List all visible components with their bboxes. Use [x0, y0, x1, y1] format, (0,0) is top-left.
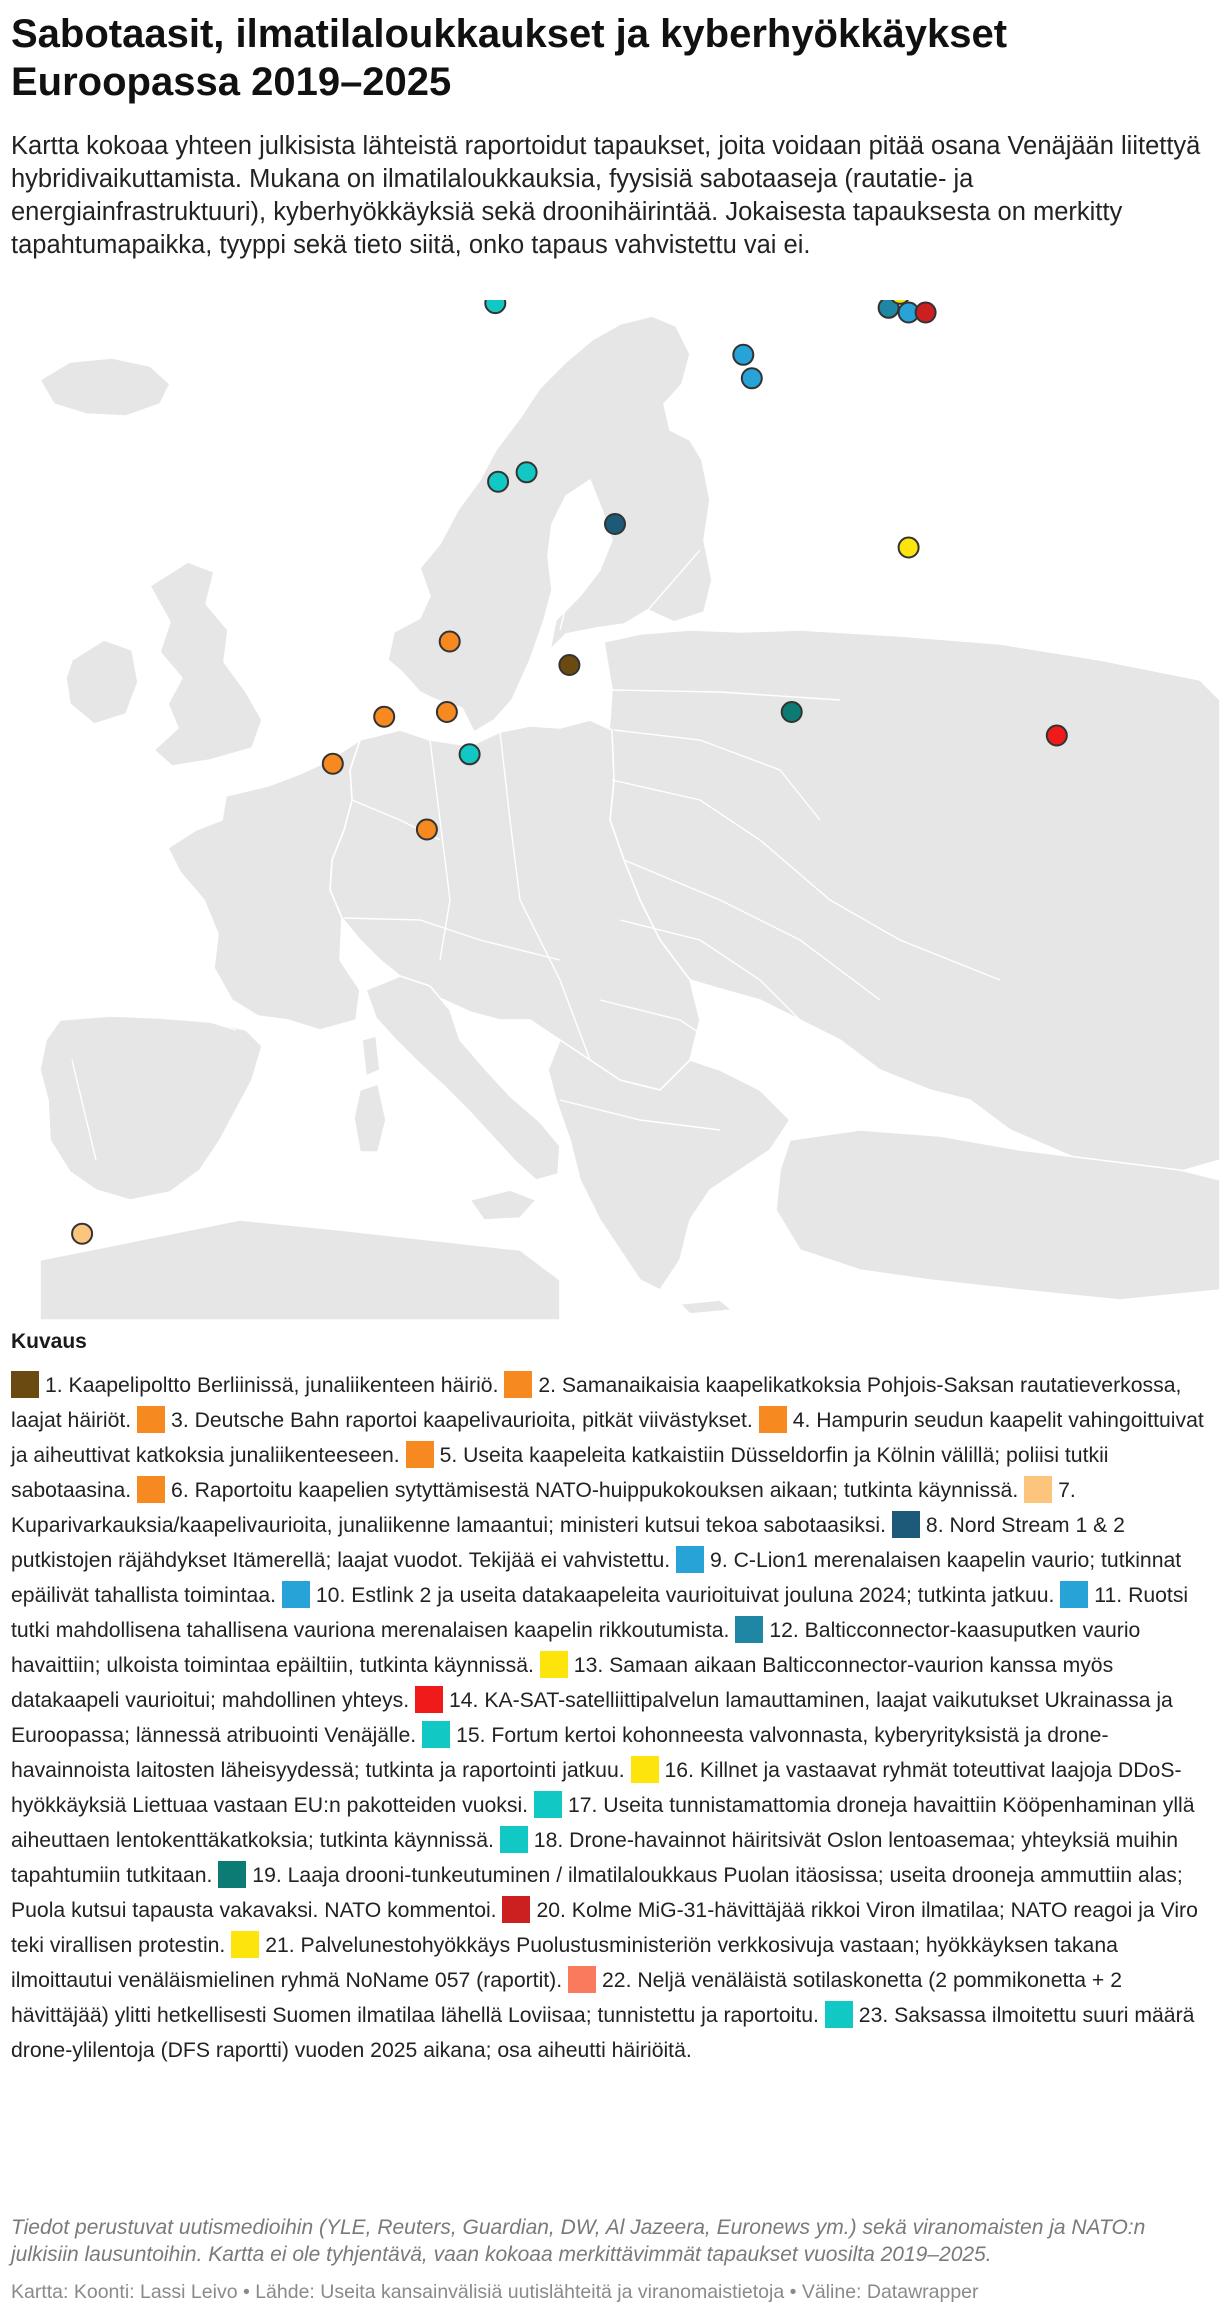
legend-swatch [735, 1616, 763, 1643]
footnote: Tiedot perustuvat uutismedioihin (YLE, Reuters, Guardian, DW, Al Jazeera, Euronews ym.) sekä viranomaisten ja NATO:n julkisiin lausuntoihin. Kartta ei ole tyhjentävä, vaan kokoaa merkittävimmät tapaukset vuosilta 2019–2025. [11, 2216, 1146, 2266]
incident-marker-11[interactable] [742, 368, 762, 388]
legend-label: 6. Raportoitu kaapelien sytyttämisestä NATO-huippukokouksen aikaan; tutkinta käynnissä. [171, 1479, 1019, 1502]
legend-label: 18. Drone-havainnot häiritsivät Oslon lentoasemaa; yhteyksiä muihin tapahtumiin tutkitaan. [11, 1829, 1178, 1887]
legend-label: 1. Kaapelipoltto Berliinissä, junaliikenteen häiriö. [45, 1374, 499, 1397]
legend-swatch [11, 1371, 39, 1398]
legend-label: 5. Useita kaapeleita katkaistiin Düsseldorfin ja Kölnin välillä; poliisi tutkii sabotaasina. [11, 1444, 1109, 1502]
incident-marker-20[interactable] [916, 303, 936, 323]
incident-marker-3[interactable] [417, 820, 437, 840]
legend-swatch [415, 1686, 443, 1713]
legend-swatch [504, 1371, 532, 1398]
incident-marker-7[interactable] [72, 1224, 92, 1244]
incident-marker-4[interactable] [374, 707, 394, 727]
legend-label: 17. Useita tunnistamattomia droneja havaittiin Kööpenhaminan yllä aiheuttaen lentokenttäkatkoksia; tutkinta käynnissä. [11, 1794, 1195, 1852]
legend-swatch [568, 1966, 596, 1993]
legend-label: 22. Neljä venäläistä sotilaskonetta (2 pommikonetta + 2 hävittäjää) ylitti hetkellisesti Suomen ilmatilaa lähellä Loviisaa; tunnistettu ja raportoitu. [11, 1969, 1122, 2027]
land-iceland [40, 358, 170, 416]
legend-label: 8. Nord Stream 1 & 2 putkistojen räjähdykset Itämerellä; laajat vuodot. Tekijää ei vahvistettu. [11, 1514, 1125, 1572]
europe-map[interactable] [0, 300, 1220, 1320]
map-title: Sabotaasit, ilmatilaloukkaukset ja kyberhyökkäykset Euroopassa 2019–2025 [11, 12, 1008, 104]
legend-swatch [406, 1441, 434, 1468]
legend-swatch [218, 1861, 246, 1888]
legend-swatch [1060, 1581, 1088, 1608]
incident-marker-18[interactable] [485, 300, 505, 313]
legend-swatch [282, 1581, 310, 1608]
legend-swatch [534, 1791, 562, 1818]
legend-label: 19. Laaja drooni-tunkeutuminen / ilmatilaloukkaus Puolan itäosissa; useita drooneja ammuttiin alas; Puola kutsui tapausta vakavaksi. NATO kommentoi. [11, 1864, 1183, 1922]
credit-line: Kartta: Koonti: Lassi Leivo • Lähde: Useita kansainvälisiä uutislähteitä ja viranomaistietoja • Väline: Datawrapper [11, 2281, 979, 2303]
land-sardinia [354, 1084, 386, 1152]
legend-label: 20. Kolme MiG-31-hävittäjää rikkoi Viron ilmatilaa; NATO reagoi ja Viro teki virallisen protestin. [11, 1899, 1198, 1957]
legend-swatch [502, 1896, 530, 1923]
legend-label: 11. Ruotsi tutki mahdollisena tahallisena vauriona merenalaisen kaapelin rikkoutumista. [11, 1584, 1189, 1642]
incident-marker-2[interactable] [440, 632, 460, 652]
legend-label: 3. Deutsche Bahn raportoi kaapelivaurioita, pitkät viivästykset. [171, 1409, 753, 1432]
legend-label: 12. Balticconnector-kaasuputken vaurio havaittiin; ulkoista toimintaa epäiltiin, tutkinta käynnissä. [11, 1619, 1141, 1677]
legend-swatch [422, 1721, 450, 1748]
incident-marker-5[interactable] [323, 754, 343, 774]
legend-swatch [1024, 1476, 1052, 1503]
incident-marker-14[interactable] [1047, 726, 1067, 746]
legend-swatch [759, 1406, 787, 1433]
incident-marker-15[interactable] [517, 462, 537, 482]
incident-marker-8[interactable] [605, 514, 625, 534]
incident-marker-1[interactable] [559, 655, 579, 675]
legend-label: 13. Samaan aikaan Balticconnector-vaurion kanssa myös datakaapeli vaurioitui; mahdollinen yhteys. [11, 1654, 1114, 1712]
legend-label: 7. Kuparivarkauksia/kaapelivaurioita, junaliikenne lamaantui; ministeri kutsui tekoa sabotaasiksi. [11, 1479, 1076, 1537]
legend-item [137, 1409, 753, 1432]
legend-label: 4. Hampurin seudun kaapelit vahingoittuivat ja aiheuttivat katkoksia junaliikenteeseen. [11, 1409, 1204, 1467]
incident-marker-17[interactable] [488, 472, 508, 492]
legend-label: 16. Killnet ja vastaavat ryhmät toteuttivat laajoja DDoS-hyökkäyksiä Liettuaa vastaan EU:n pakotteiden vuoksi. [11, 1759, 1182, 1817]
legend-swatch [631, 1756, 659, 1783]
map-description: Kartta kokoaa yhteen julkisista lähteistä raportoidut tapaukset, joita voidaan pitää osana Venäjään liitettyä hybridivaikuttamista. Mukana on ilmatilaloukkauksia, fyysisiä sabotaaseja (rautatie- ja energiainfrastruktuuri), kyberhyökkäyksiä sekä droonihäirintää. Jokaisesta tapauksesta on merkitty tapahtumapaikka, tyyppi sekä tieto siitä, onko tapaus vahvistettu vai ei. [11, 132, 1201, 259]
legend-item [137, 1479, 1018, 1502]
incident-marker-16[interactable] [899, 538, 919, 558]
legend-swatch [676, 1546, 704, 1573]
incident-marker-23[interactable] [460, 744, 480, 764]
legend-swatch [137, 1406, 165, 1433]
incident-marker-9[interactable] [733, 345, 753, 365]
legend-swatch [825, 2001, 853, 2028]
land-sicily [470, 1190, 536, 1220]
legend-label: 10. Estlink 2 ja useita datakaapeleita vaurioituivat jouluna 2024; tutkinta jatkuu. [315, 1584, 1055, 1607]
legend [11, 1368, 1211, 2068]
incident-marker-6[interactable] [437, 702, 457, 722]
legend-item [282, 1584, 1055, 1607]
land-corsica [362, 1036, 380, 1076]
legend-swatch [231, 1931, 259, 1958]
legend-label: 14. KA-SAT-satelliittipalvelun lamauttaminen, laajat vaikutukset Ukrainassa ja Euroopassa; lännessä atribuointi Venäjälle. [11, 1689, 1173, 1747]
land-north-africa [40, 1220, 560, 1320]
land-iberia [40, 1016, 262, 1200]
legend-label: 9. C-Lion1 merenalaisen kaapelin vaurio; tutkinnat epäilivät tahallista toimintaa. [11, 1549, 1182, 1607]
legend-swatch [540, 1651, 568, 1678]
legend-swatch [137, 1476, 165, 1503]
legend-label: 2. Samanaikaisia kaapelikatkoksia Pohjois-Saksan rautatieverkossa, laajat häiriöt. [11, 1374, 1182, 1432]
incident-marker-19[interactable] [782, 702, 802, 722]
legend-swatch [500, 1826, 528, 1853]
land-layer [40, 316, 1220, 1320]
legend-label: 15. Fortum kertoi kohonneesta valvonnasta, kyberyrityksistä ja drone-havainnoista laitosten läheisyydessä; tutkinta ja raportointi jatkuu. [11, 1724, 1109, 1782]
legend-title: Kuvaus [11, 1330, 87, 1353]
legend-label: 21. Palvelunestohyökkäys Puolustusministeriön verkkosivuja vastaan; hyökkäyksen takana ilmoittautui venäläismielinen ryhmä NoName 057 (raportit). [11, 1934, 1118, 1992]
land-great-britain [150, 562, 262, 766]
land-crete [680, 1300, 732, 1314]
legend-swatch [892, 1511, 920, 1538]
legend-label: 23. Saksassa ilmoitettu suuri määrä drone-ylilentoja (DFS raportti) vuoden 2025 aikana; osa aiheutti häiriöitä. [11, 2004, 1195, 2062]
legend-item [11, 1374, 498, 1397]
land-ireland [66, 640, 138, 724]
